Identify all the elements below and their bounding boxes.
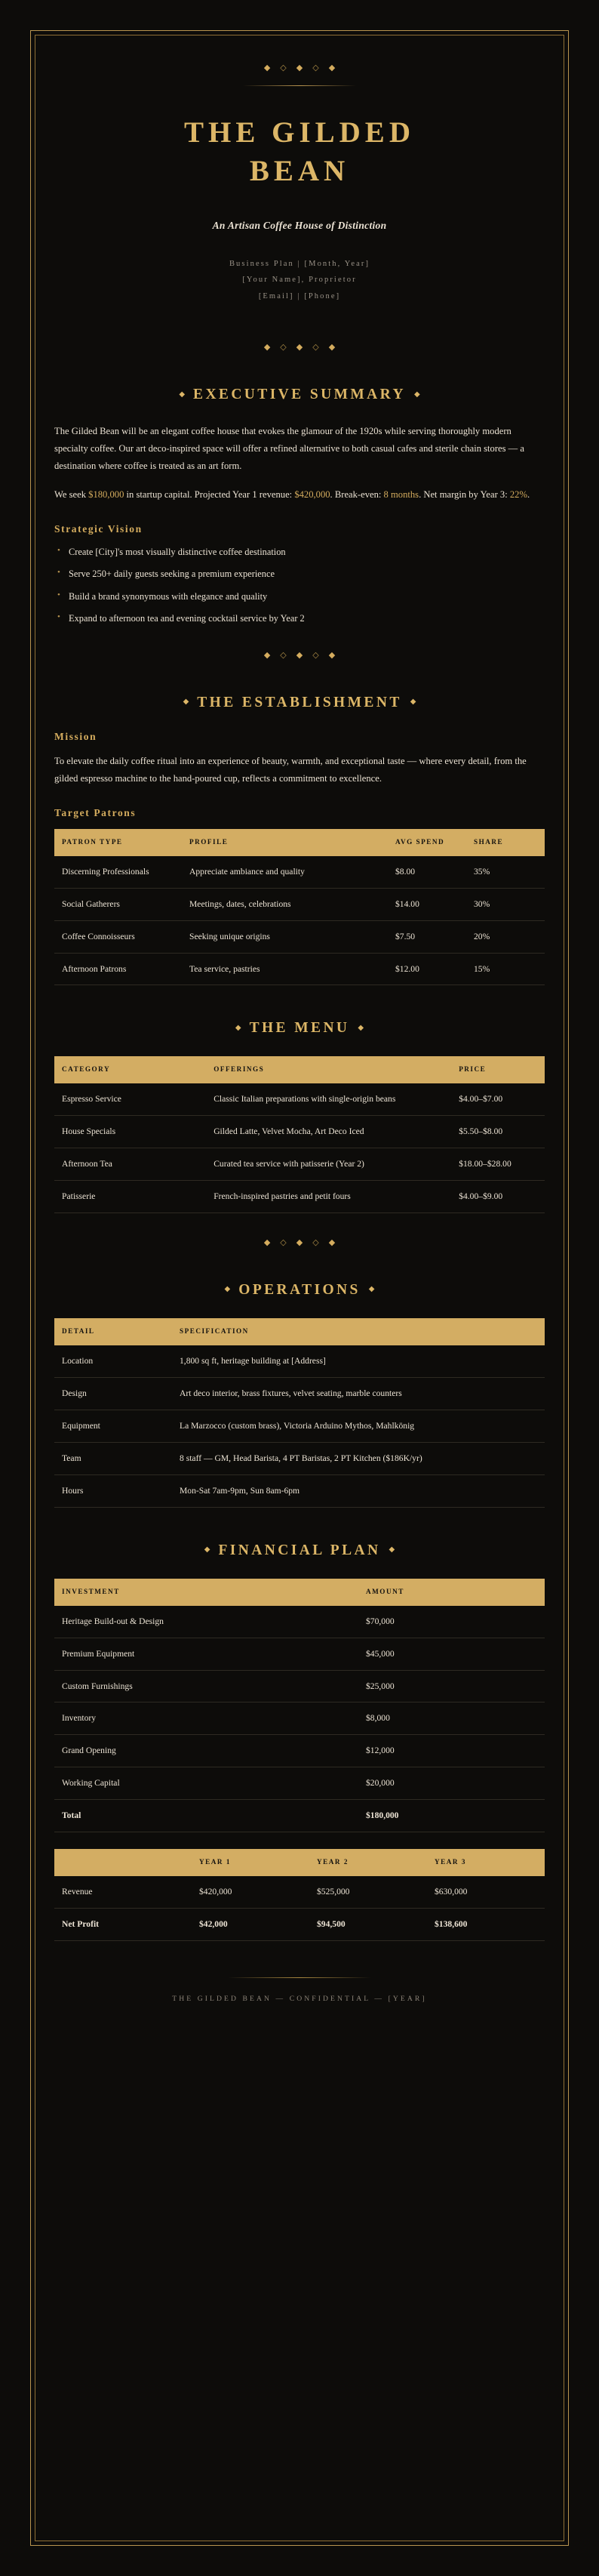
list-item: • Create [City]'s most visually distinctive coffee destination: [54, 545, 545, 559]
table-row: [54, 1474, 545, 1507]
subheading-strategic-vision: Strategic Vision: [54, 523, 143, 535]
table-row: [54, 953, 545, 985]
column-header-patron-type: PATRON TYPE: [54, 829, 182, 856]
diamond-filled-icon: ◆: [358, 1023, 364, 1032]
section-heading-text: THE MENU: [249, 1020, 350, 1037]
exec-p2-seg-d: . Net margin by Year 3:: [419, 489, 510, 501]
table-body: [54, 856, 545, 985]
cell-investment-item: Inventory: [54, 1702, 358, 1735]
list-item: • Build a brand synonymous with elegance and quality: [54, 590, 545, 604]
cell-price: $4.00–$9.00: [451, 1181, 545, 1213]
exec-p2-seg-e: .: [527, 489, 530, 501]
cell-offerings: Curated tea service with patisserie (Year 2): [206, 1148, 451, 1181]
section-operations: [54, 1282, 545, 1508]
net-margin-value: 22%: [509, 489, 527, 501]
table-header-row: [54, 1318, 545, 1345]
table-header-row: [54, 1579, 545, 1606]
cell-specification: 1,800 sq ft, heritage building at [Address]: [172, 1345, 545, 1377]
table-row: [54, 1442, 545, 1474]
diamond-hollow-icon: ◇: [312, 1238, 329, 1248]
cell-specification: Art deco interior, brass fixtures, velvet seating, marble counters: [172, 1377, 545, 1410]
table-row: [54, 1083, 545, 1115]
table-row: [54, 1410, 545, 1442]
cell-profile: Meetings, dates, celebrations: [182, 888, 388, 920]
document-subtitle: An Artisan Coffee House of Distinction: [212, 219, 387, 231]
diamond-filled-icon: ◆: [368, 1285, 375, 1294]
diamond-hollow-icon: ◇: [312, 343, 329, 353]
cell-patron-type: Social Gatherers: [54, 888, 182, 920]
cell-offerings: French-inspired pastries and petit fours: [206, 1181, 451, 1213]
cell-detail: Location: [54, 1345, 172, 1377]
cell-amount: $12,000: [358, 1735, 545, 1767]
table-header-row: [54, 829, 545, 856]
table-investment: [54, 1579, 545, 1833]
table-header: [54, 1056, 545, 1083]
title-rule: [243, 85, 356, 86]
startup-capital-value: $180,000: [88, 489, 124, 501]
section-heading-menu: [54, 1020, 545, 1037]
cell-total-label: Total: [54, 1800, 358, 1832]
meta-contact: [Email] | [Phone]: [258, 291, 341, 300]
section-heading-executive-summary: [54, 387, 545, 403]
cell-price: $5.50–$8.00: [451, 1116, 545, 1148]
ornament-divider: [54, 652, 545, 660]
cell-specification: La Marzocco (custom brass), Victoria Arduino Mythos, Mahlkönig: [172, 1410, 545, 1442]
cell-investment-item: Working Capital: [54, 1767, 358, 1800]
cell-metric-label: Net Profit: [54, 1909, 192, 1941]
table-body: [54, 1606, 545, 1832]
section-executive-summary: [54, 387, 545, 660]
cell-specification: 8 staff — GM, Head Barista, 4 PT Baristas, 2 PT Kitchen ($186K/yr): [172, 1442, 545, 1474]
cover-meta: [54, 256, 545, 305]
cell-investment-item: Custom Furnishings: [54, 1670, 358, 1702]
section-menu: [54, 1020, 545, 1247]
subheading-target-patrons: Target Patrons: [54, 806, 137, 818]
cell-share: 35%: [466, 856, 545, 888]
cell-offerings: Classic Italian preparations with single-origin beans: [206, 1083, 451, 1115]
diamond-hollow-icon: ◇: [280, 63, 296, 72]
cell-year-3: $138,600: [427, 1909, 545, 1941]
section-heading-text: THE ESTABLISHMENT: [197, 694, 402, 710]
diamond-filled-icon: ◆: [263, 63, 281, 72]
ornament-divider: [54, 1239, 545, 1247]
page-title: THE GILDED BEAN: [184, 116, 415, 188]
cell-investment-item: Heritage Build-out & Design: [54, 1606, 358, 1638]
cell-price: $18.00–$28.00: [451, 1148, 545, 1181]
mission-text: To elevate the daily coffee ritual into an experience of beauty, warmth, and exceptional taste — where every detail, from the gilded espresso machine to the hand-poured cup, reflects a commitment to excellence.: [54, 755, 527, 784]
cell-specification: Mon-Sat 7am-9pm, Sun 8am-6pm: [172, 1474, 545, 1507]
diamond-filled-icon: ◆: [224, 1285, 231, 1294]
diamond-filled-icon: ◆: [179, 390, 186, 399]
table-row: [54, 1909, 545, 1941]
column-header-investment: INVESTMENT: [54, 1579, 358, 1606]
cell-category: House Specials: [54, 1116, 206, 1148]
cell-detail: Equipment: [54, 1410, 172, 1442]
table-header: [54, 1849, 545, 1876]
cell-amount: $45,000: [358, 1638, 545, 1670]
document-footer: [54, 1977, 545, 2003]
cell-offerings: Gilded Latte, Velvet Mocha, Art Deco Iced: [206, 1116, 451, 1148]
diamond-filled-icon: ◆: [410, 698, 416, 707]
diamond-filled-icon: ◆: [296, 343, 313, 353]
diamond-hollow-icon: ◇: [312, 63, 329, 72]
table-row: [54, 1606, 545, 1638]
table-row: [54, 1670, 545, 1702]
cell-metric-label: Revenue: [54, 1876, 192, 1908]
cell-year-1: $42,000: [192, 1909, 309, 1941]
cell-amount: $25,000: [358, 1670, 545, 1702]
table-row: [54, 1876, 545, 1908]
cell-profile: Seeking unique origins: [182, 920, 388, 953]
cell-detail: Design: [54, 1377, 172, 1410]
table-row: [54, 856, 545, 888]
ornament-cover-divider: [54, 344, 545, 352]
column-header-offerings: OFFERINGS: [206, 1056, 451, 1083]
table-row-total: [54, 1800, 545, 1832]
table-row: [54, 1702, 545, 1735]
column-header-avg-spend: AVG SPEND: [388, 829, 466, 856]
section-establishment: [54, 695, 545, 985]
column-header-year-2: YEAR 2: [309, 1849, 427, 1876]
column-header-metric: [54, 1849, 192, 1876]
ornament-top: [54, 64, 545, 72]
cell-year-3: $630,000: [427, 1876, 545, 1908]
diamond-filled-icon: ◆: [204, 1545, 210, 1554]
cell-year-2: $525,000: [309, 1876, 427, 1908]
table-body: [54, 1876, 545, 1940]
strategic-vision-list: [54, 545, 545, 626]
subheading-mission: Mission: [54, 730, 97, 742]
cell-share: 15%: [466, 953, 545, 985]
table-menu: [54, 1056, 545, 1213]
section-heading-text: EXECUTIVE SUMMARY: [193, 387, 406, 403]
cell-avg-spend: $7.50: [388, 920, 466, 953]
section-heading-operations: [54, 1282, 545, 1299]
diamond-filled-icon: ◆: [328, 1238, 346, 1248]
cell-detail: Hours: [54, 1474, 172, 1507]
diamond-hollow-icon: ◇: [312, 650, 329, 660]
cell-amount: $8,000: [358, 1702, 545, 1735]
list-item: • Serve 250+ daily guests seeking a premium experience: [54, 567, 545, 581]
diamond-filled-icon: ◆: [263, 1238, 281, 1248]
exec-p2-seg-a: We seek: [54, 489, 89, 501]
section-financial-plan: [54, 1542, 545, 1941]
cell-avg-spend: $14.00: [388, 888, 466, 920]
cell-total-amount: $180,000: [358, 1800, 545, 1832]
cell-price: $4.00–$7.00: [451, 1083, 545, 1115]
diamond-hollow-icon: ◇: [280, 1238, 296, 1248]
diamond-filled-icon: ◆: [328, 650, 346, 660]
table-operations: [54, 1318, 545, 1508]
diamond-filled-icon: ◆: [263, 343, 281, 353]
cell-year-2: $94,500: [309, 1909, 427, 1941]
column-header-share: SHARE: [466, 829, 545, 856]
section-heading-text: FINANCIAL PLAN: [218, 1542, 381, 1558]
table-row: [54, 1116, 545, 1148]
table-row: [54, 1767, 545, 1800]
cell-investment-item: Premium Equipment: [54, 1638, 358, 1670]
cell-avg-spend: $8.00: [388, 856, 466, 888]
exec-paragraph-1: The Gilded Bean will be an elegant coffee house that evokes the glamour of the 1920s while serving thoroughly modern specialty coffee. Our art deco-inspired space will offer a refined alternative to both casual cafes and sterile chain stores — a destination where coffee is treated as an art form.: [54, 426, 525, 472]
cell-profile: Tea service, pastries: [182, 953, 388, 985]
exec-p2-seg-c: . Break-even:: [330, 489, 384, 501]
cell-patron-type: Afternoon Patrons: [54, 953, 182, 985]
table-row: [54, 1377, 545, 1410]
cell-amount: $20,000: [358, 1767, 545, 1800]
column-header-profile: PROFILE: [182, 829, 388, 856]
cell-patron-type: Coffee Connoisseurs: [54, 920, 182, 953]
cell-investment-item: Grand Opening: [54, 1735, 358, 1767]
cell-category: Afternoon Tea: [54, 1148, 206, 1181]
column-header-year-3: YEAR 3: [427, 1849, 545, 1876]
table-header: [54, 829, 545, 856]
exec-paragraph-2: [54, 486, 545, 504]
diamond-hollow-icon: ◇: [280, 343, 296, 353]
cell-category: Espresso Service: [54, 1083, 206, 1115]
section-heading-financial-plan: [54, 1542, 545, 1559]
section-heading-text: OPERATIONS: [238, 1282, 361, 1299]
table-row: [54, 1148, 545, 1181]
table-row: [54, 1181, 545, 1213]
table-header: [54, 1318, 545, 1345]
table-header-row: [54, 1849, 545, 1876]
cell-profile: Appreciate ambiance and quality: [182, 856, 388, 888]
diamond-filled-icon: ◆: [389, 1545, 395, 1554]
column-header-category: CATEGORY: [54, 1056, 206, 1083]
diamond-filled-icon: ◆: [183, 698, 189, 707]
footer-confidential-text: THE GILDED BEAN — CONFIDENTIAL — [YEAR]: [172, 1995, 427, 2004]
cell-detail: Team: [54, 1442, 172, 1474]
diamond-filled-icon: ◆: [413, 390, 420, 399]
diamond-filled-icon: ◆: [263, 650, 281, 660]
cell-amount: $70,000: [358, 1606, 545, 1638]
meta-proprietor: [Your Name], Proprietor: [242, 276, 357, 285]
table-row: [54, 920, 545, 953]
table-row: [54, 1735, 545, 1767]
diamond-filled-icon: ◆: [328, 343, 346, 353]
meta-business-plan-date: Business Plan | [Month, Year]: [229, 259, 370, 268]
diamond-hollow-icon: ◇: [280, 650, 296, 660]
table-row: [54, 1638, 545, 1670]
section-heading-establishment: [54, 695, 545, 711]
table-projections: [54, 1849, 545, 1941]
cell-share: 30%: [466, 888, 545, 920]
diamond-filled-icon: ◆: [296, 1238, 313, 1248]
table-row: [54, 888, 545, 920]
diamond-filled-icon: ◆: [296, 63, 313, 72]
cell-patron-type: Discerning Professionals: [54, 856, 182, 888]
table-header: [54, 1579, 545, 1606]
table-target-patrons: [54, 829, 545, 986]
column-header-year-1: YEAR 1: [192, 1849, 309, 1876]
column-header-price: PRICE: [451, 1056, 545, 1083]
column-header-detail: DETAIL: [54, 1318, 172, 1345]
cell-avg-spend: $12.00: [388, 953, 466, 985]
cell-year-1: $420,000: [192, 1876, 309, 1908]
list-item: • Expand to afternoon tea and evening cocktail service by Year 2: [54, 612, 545, 626]
column-header-specification: SPECIFICATION: [172, 1318, 545, 1345]
cell-share: 20%: [466, 920, 545, 953]
diamond-filled-icon: ◆: [328, 63, 346, 72]
table-row: [54, 1345, 545, 1377]
table-header-row: [54, 1056, 545, 1083]
year1-revenue-value: $420,000: [294, 489, 330, 501]
diamond-filled-icon: ◆: [296, 650, 313, 660]
footer-rule: [228, 1977, 371, 1978]
table-body: [54, 1345, 545, 1507]
column-header-amount: AMOUNT: [358, 1579, 545, 1606]
exec-p2-seg-b: in startup capital. Projected Year 1 revenue:: [124, 489, 295, 501]
cover-block: [54, 42, 545, 352]
diamond-filled-icon: ◆: [235, 1023, 241, 1032]
cell-category: Patisserie: [54, 1181, 206, 1213]
table-body: [54, 1083, 545, 1213]
break-even-value: 8 months: [383, 489, 419, 501]
